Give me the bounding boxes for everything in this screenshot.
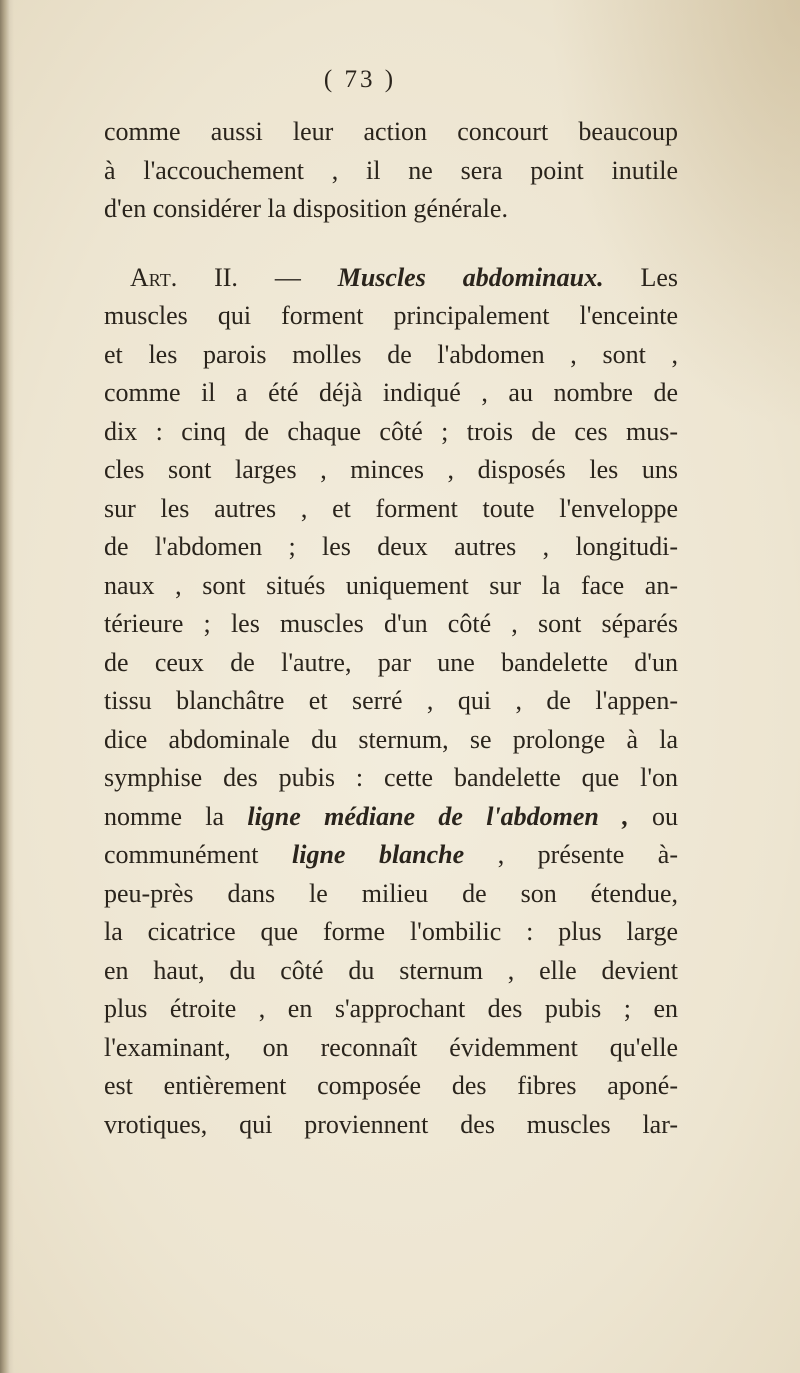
page-number: ( 73 ) [323, 66, 397, 93]
article-number: II. [214, 262, 238, 292]
line-start: communément [104, 840, 259, 869]
text-line: peu-près dans le milieu de son étendue, [104, 878, 678, 908]
article-label: Art. [130, 262, 178, 292]
text-line: est entièrement composée des fibres aponé- [104, 1071, 678, 1100]
text-line: de ceux de l'autre, par une bandelette d'un [104, 647, 678, 677]
text-line: en haut, du côté du sternum , elle devient [104, 955, 678, 985]
text-line: sur les autres , et forment toute l'enveloppe [104, 493, 678, 523]
text-line-with-term [104, 836, 678, 875]
article-heading: Muscles abdominaux. [337, 262, 604, 292]
text-line: naux , sont situés uniquement sur la face an- [104, 570, 678, 600]
text-line: muscles qui forment principalement l'enceinte [104, 301, 678, 330]
text-line: plus étroite , en s'approchant des pubis ; en [104, 994, 678, 1023]
text-line: comme il a été déjà indiqué , au nombre de [104, 378, 678, 407]
line-end: , présente à- [497, 840, 678, 869]
text-line: dice abdominale du sternum, se prolonge à la [104, 724, 678, 754]
text-line: cles sont larges , minces , disposés les uns [104, 455, 678, 484]
term-ligne-blanche: ligne blanche [292, 840, 465, 869]
text-line: d'en considérer la disposition générale. [104, 194, 508, 223]
text-line: l'examinant, on reconnaît évidemment qu'elle [104, 1032, 678, 1062]
text-line: térieure ; les muscles d'un côté , sont séparés [104, 609, 678, 638]
binding-edge [0, 0, 14, 1373]
text-line: la cicatrice que forme l'ombilic : plus large [104, 917, 678, 946]
term-ligne-mediane: ligne médiane de l'abdomen , [247, 801, 629, 831]
line-start: nomme la [104, 801, 225, 831]
text-line-with-term [104, 798, 678, 837]
line-end: ou [652, 801, 678, 831]
text-line: comme aussi leur action concourt beaucoup [104, 117, 678, 146]
article-dash: — [274, 262, 301, 292]
text-line: dix : cinq de chaque côté ; trois de ces mus- [104, 416, 678, 446]
text-line: vrotiques, qui proviennent des muscles lar- [104, 1109, 678, 1139]
text-line: de l'abdomen ; les deux autres , longitudi- [104, 532, 678, 561]
text-line: tissu blanchâtre et serré , qui , de l'appen- [104, 686, 678, 715]
article-first-line-tail: Les [640, 262, 679, 292]
article-heading-line [104, 259, 678, 298]
page-text [104, 113, 678, 1144]
text-line: symphise des pubis : cette bandelette que l'on [104, 763, 678, 792]
text-line: et les parois molles de l'abdomen , sont , [104, 339, 678, 369]
text-line: à l'accouchement , il ne sera point inutile [104, 155, 678, 185]
